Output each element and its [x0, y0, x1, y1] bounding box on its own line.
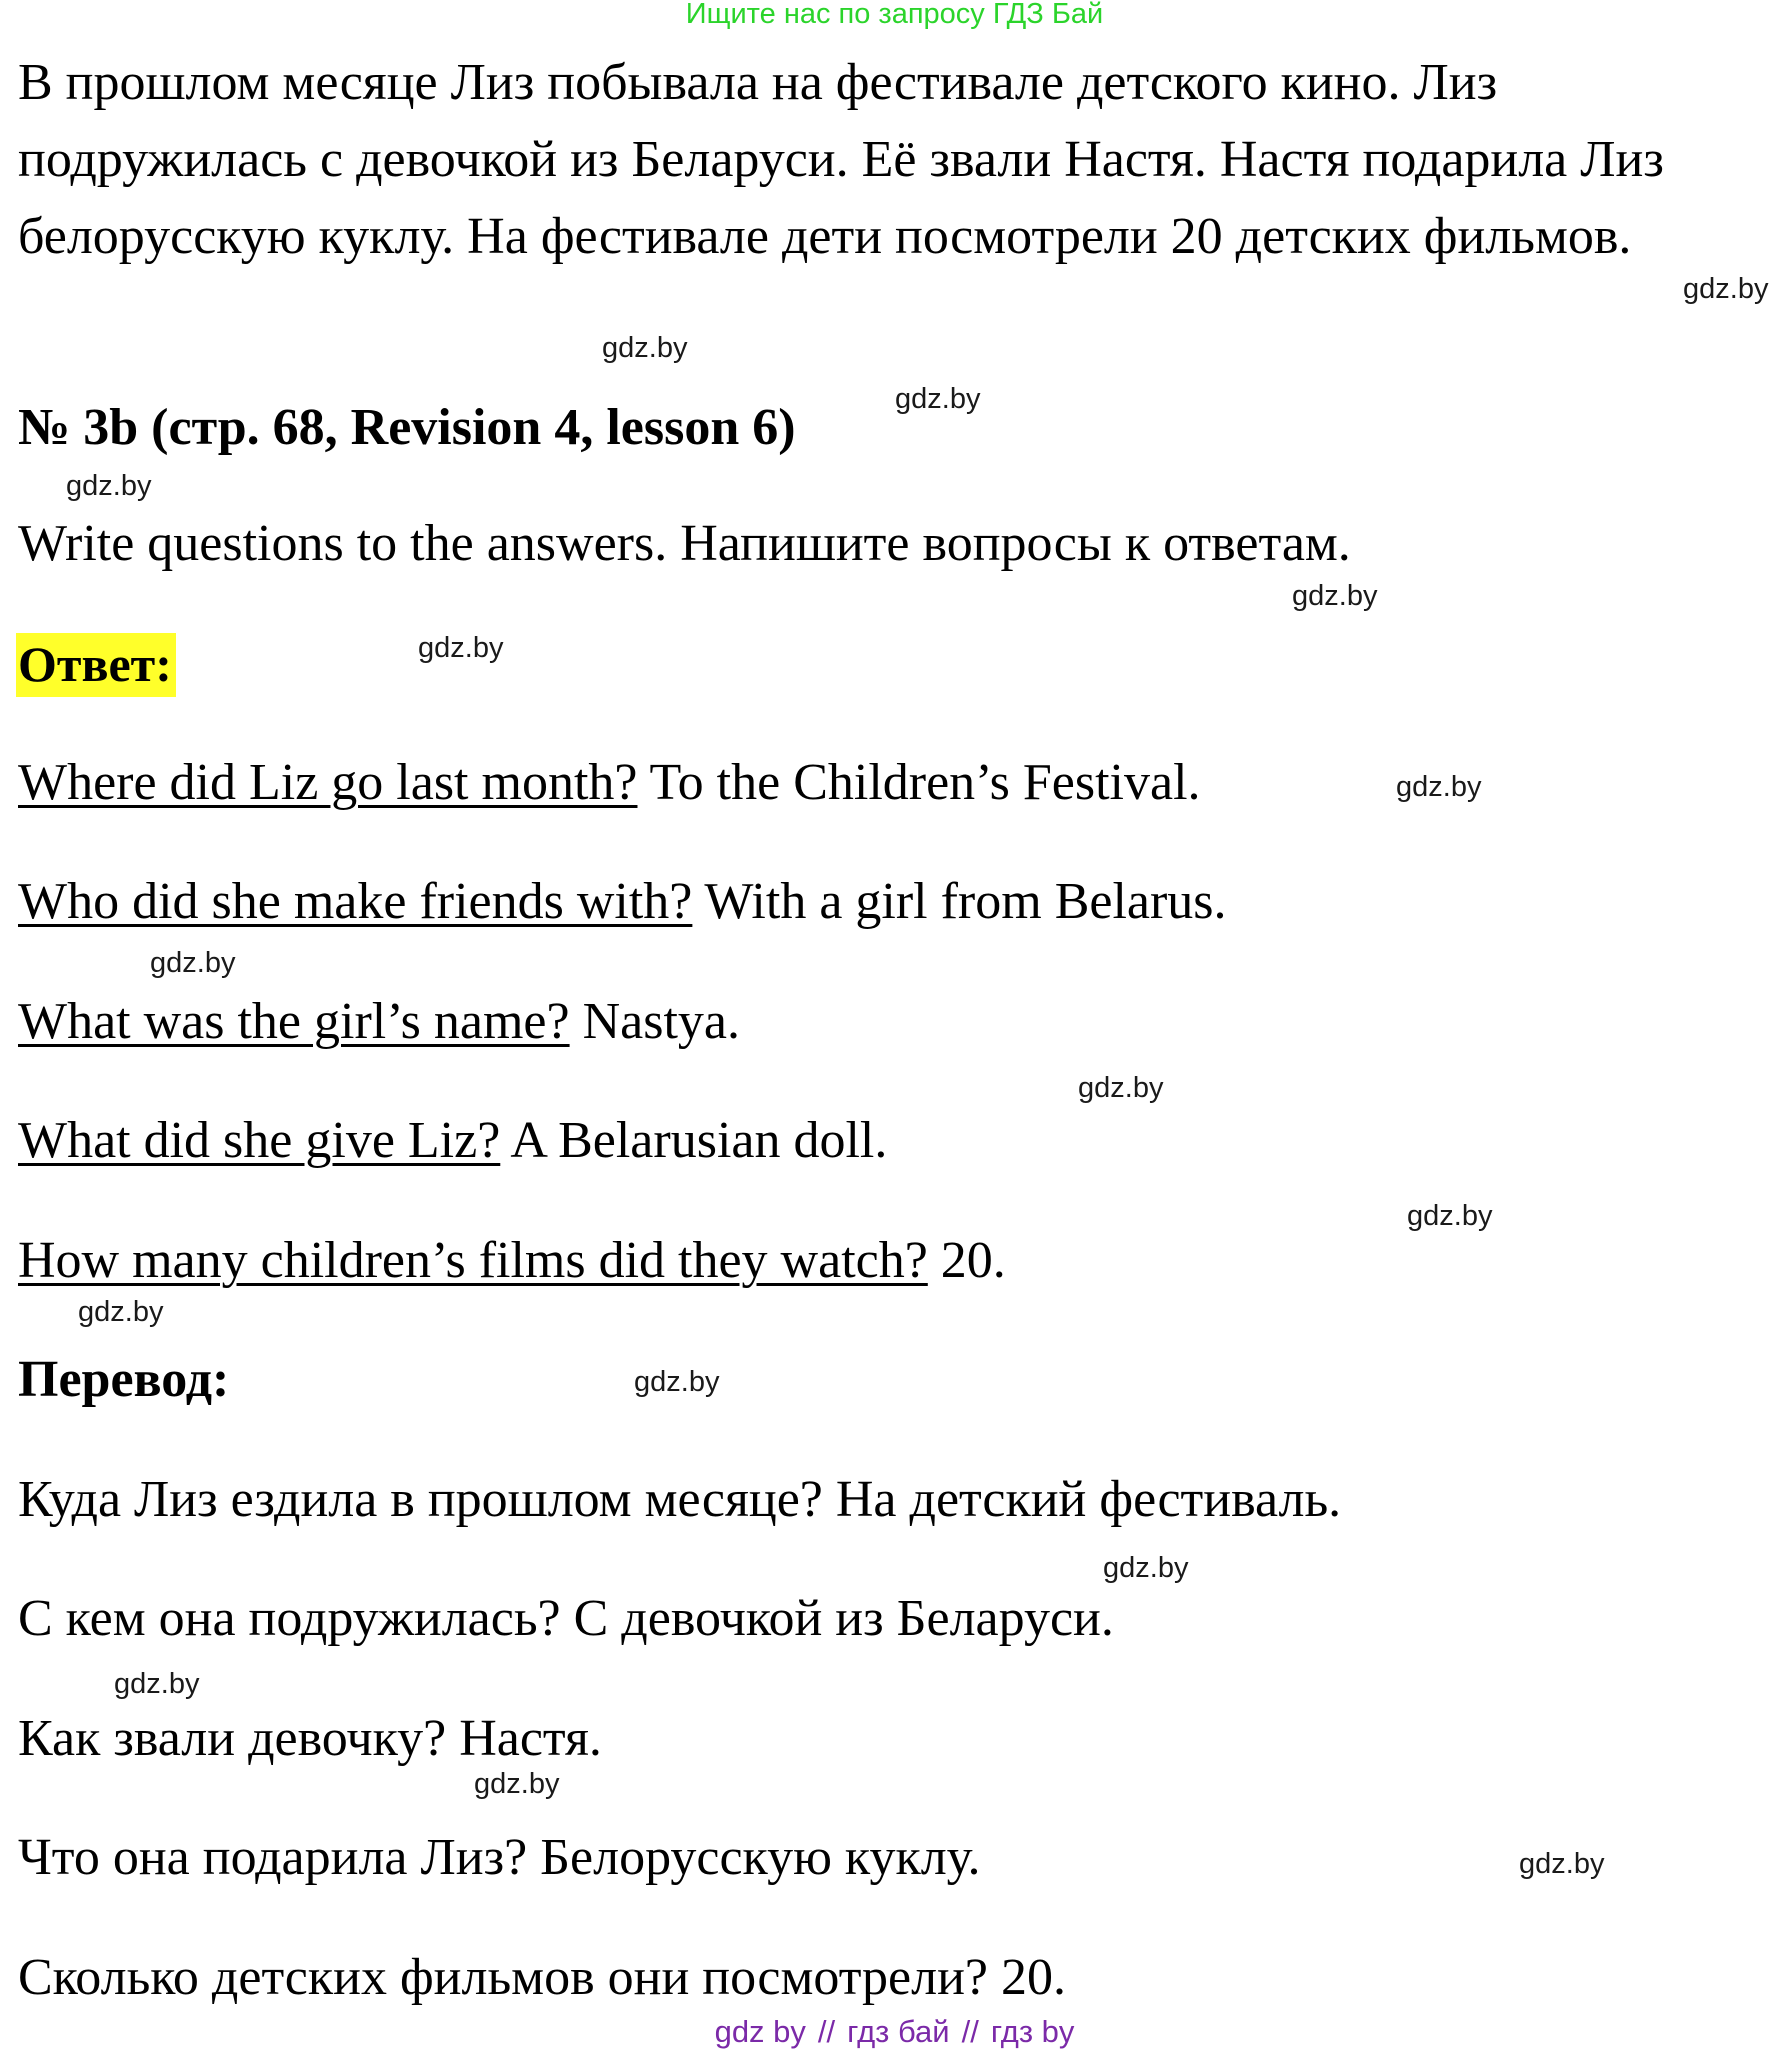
watermark: gdz.by: [1407, 1200, 1493, 1232]
watermark: gdz.by: [1103, 1552, 1189, 1584]
watermark: gdz.by: [634, 1366, 720, 1398]
watermark: gdz.by: [418, 632, 504, 664]
translation-line-3: Как звали девочку? Настя.: [18, 1710, 602, 1767]
translation-label: Перевод:: [18, 1351, 230, 1408]
bottom-banner-part-2[interactable]: гдз бай: [847, 2014, 950, 2049]
answer-line-5: [18, 1231, 1006, 1290]
translation-line-1: Куда Лиз ездила в прошлом месяце? На детский фестиваль.: [18, 1471, 1342, 1528]
answer-line-4: [18, 1111, 887, 1170]
bottom-banner-part-3[interactable]: гдз by: [990, 2014, 1075, 2049]
watermark: gdz.by: [66, 470, 152, 502]
answer-line-3: [18, 992, 740, 1051]
answer-reply-3: Nastya.: [569, 993, 740, 1050]
bottom-banner-separator: //: [961, 2014, 979, 2049]
answer-question-4: What did she give Liz?: [18, 1112, 501, 1169]
watermark: gdz.by: [474, 1768, 560, 1800]
watermark: gdz.by: [78, 1296, 164, 1328]
answer-question-2: Who did she make friends with?: [18, 873, 693, 930]
answer-reply-1: To the Children’s Festival.: [637, 754, 1201, 811]
watermark: gdz.by: [895, 383, 981, 415]
watermark: gdz.by: [150, 947, 236, 979]
watermark: gdz.by: [1292, 580, 1378, 612]
answer-reply-2: With a girl from Belarus.: [692, 873, 1227, 930]
watermark: gdz.by: [602, 332, 688, 364]
watermark: gdz.by: [1683, 273, 1769, 305]
watermark: gdz.by: [1078, 1072, 1164, 1104]
answer-line-2: [18, 872, 1227, 931]
answer-question-1: Where did Liz go last month?: [18, 754, 638, 811]
answer-line-1: [18, 753, 1201, 812]
bottom-banner-separator: //: [817, 2014, 836, 2049]
exercise-heading: № 3b (стр. 68, Revision 4, lesson 6): [18, 399, 796, 456]
translation-line-2: С кем она подружилась? С девочкой из Беларуси.: [18, 1590, 1114, 1647]
answer-label: Ответ:: [16, 633, 176, 697]
answer-reply-4: A Belarusian doll.: [500, 1112, 888, 1169]
watermark: gdz.by: [114, 1668, 200, 1700]
answer-question-5: How many children’s films did they watch?: [18, 1232, 928, 1289]
intro-paragraph: В прошлом месяце Лиз побывала на фестивале детского кино. Лиз подружилась с девочкой из Беларуси. Её звали Настя. Настя подарила Лиз белорусскую куклу. На фестивале дети посмотрели 20 детских фильмов.: [18, 54, 1664, 265]
watermark: gdz.by: [1519, 1848, 1605, 1880]
bottom-banner-part-1[interactable]: gdz by: [714, 2014, 806, 2049]
top-search-banner[interactable]: Ищите нас по запросу ГДЗ Бай: [685, 0, 1104, 30]
translation-line-4: Что она подарила Лиз? Белорусскую куклу.: [18, 1829, 981, 1886]
answer-question-3: What was the girl’s name?: [18, 993, 570, 1050]
bottom-banner[interactable]: [0, 2014, 1789, 2050]
answer-reply-5: 20.: [927, 1232, 1006, 1289]
translation-line-5: Сколько детских фильмов они посмотрели? 20.: [18, 1949, 1066, 2006]
task-instruction: Write questions to the answers. Напишите вопросы к ответам.: [18, 515, 1351, 572]
watermark: gdz.by: [1396, 771, 1482, 803]
